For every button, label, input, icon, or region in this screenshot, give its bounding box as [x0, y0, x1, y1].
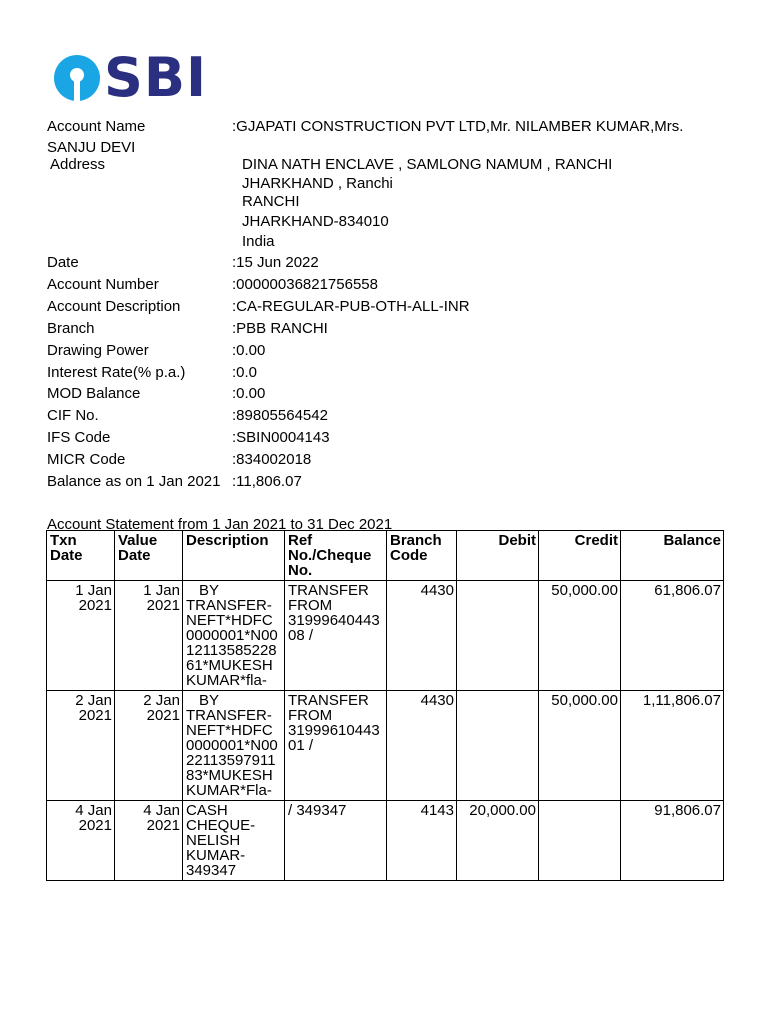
detail-value: :SBIN0004143 [232, 429, 330, 446]
detail-label: Branch [47, 320, 95, 337]
cell-ref: / 349347 [285, 801, 387, 881]
cell-branch: 4143 [387, 801, 457, 881]
account-name-value-cont: SANJU DEVI [47, 139, 136, 156]
sbi-keyhole-icon [54, 55, 100, 101]
statement-title: Account Statement from 1 Jan 2021 to 31 Dec 2021 [47, 517, 393, 530]
detail-label: CIF No. [47, 407, 99, 424]
cell-debit [457, 691, 539, 801]
table-row [47, 581, 724, 691]
account-name-label: Account Name [47, 118, 146, 135]
cell-value-date: 2 Jan 2021 [115, 691, 183, 801]
detail-value: :0.0 [232, 364, 258, 381]
detail-value: :0.00 [232, 385, 266, 402]
sbi-logo [54, 46, 208, 109]
detail-label: MOD Balance [47, 385, 141, 402]
cell-credit: 50,000.00 [539, 691, 621, 801]
address-line: JHARKHAND , Ranchi [242, 175, 393, 192]
cell-balance: 1,11,806.07 [621, 691, 724, 801]
cell-credit: 50,000.00 [539, 581, 621, 691]
transactions-table [46, 530, 724, 881]
logo-text: SBI [104, 46, 208, 109]
col-credit: Credit [539, 531, 621, 581]
cell-description: CASH CHEQUE- NELISH KUMAR- 349347 [183, 801, 285, 881]
detail-label: Account Description [47, 298, 181, 315]
cell-txn-date: 2 Jan 2021 [47, 691, 115, 801]
cell-ref: TRANSFER FROM 31999640443 08 / [285, 581, 387, 691]
col-debit: Debit [457, 531, 539, 581]
account-name-value: :GJAPATI CONSTRUCTION PVT LTD,Mr. NILAMBER KUMAR,Mrs. [232, 118, 684, 135]
cell-txn-date: 4 Jan 2021 [47, 801, 115, 881]
col-branch-code: Branch Code [387, 531, 457, 581]
detail-label: MICR Code [47, 451, 126, 468]
cell-value-date: 4 Jan 2021 [115, 801, 183, 881]
cell-balance: 91,806.07 [621, 801, 724, 881]
col-description: Description [183, 531, 285, 581]
detail-value: :0.00 [232, 342, 266, 359]
detail-value: :PBB RANCHI [232, 320, 328, 337]
col-txn-date: Txn Date [47, 531, 115, 581]
cell-branch: 4430 [387, 691, 457, 801]
cell-description: BY TRANSFER- NEFT*HDFC 0000001*N00 12113585228 61*MUKESH KUMAR*fla- [183, 581, 285, 691]
col-ref: Ref No./Cheque No. [285, 531, 387, 581]
detail-label: IFS Code [47, 429, 111, 446]
cell-credit [539, 801, 621, 881]
table-header-row [47, 531, 724, 581]
address-line: India [242, 233, 275, 250]
detail-value: :11,806.07 [232, 473, 302, 490]
detail-label: Account Number [47, 276, 159, 293]
detail-label: Balance as on 1 Jan 2021 [47, 473, 221, 490]
cell-debit [457, 581, 539, 691]
address-line: RANCHI [242, 193, 300, 210]
cell-ref: TRANSFER FROM 31999610443 01 / [285, 691, 387, 801]
address-block [242, 156, 612, 252]
detail-value: :15 Jun 2022 [232, 254, 319, 271]
detail-label: Drawing Power [47, 342, 149, 359]
detail-label: Interest Rate(% p.a.) [47, 364, 186, 381]
detail-value: :834002018 [232, 451, 312, 468]
address-label: Address [50, 156, 106, 173]
cell-branch: 4430 [387, 581, 457, 691]
cell-debit: 20,000.00 [457, 801, 539, 881]
cell-value-date: 1 Jan 2021 [115, 581, 183, 691]
detail-value: :CA-REGULAR-PUB-OTH-ALL-INR [232, 298, 470, 315]
table-row [47, 691, 724, 801]
cell-txn-date: 1 Jan 2021 [47, 581, 115, 691]
detail-value: :00000036821756558 [232, 276, 378, 293]
cell-balance: 61,806.07 [621, 581, 724, 691]
address-line: DINA NATH ENCLAVE , SAMLONG NAMUM , RANCHI [242, 156, 613, 173]
col-value-date: Value Date [115, 531, 183, 581]
address-line: JHARKHAND-834010 [242, 213, 389, 230]
table-row [47, 801, 724, 881]
col-balance: Balance [621, 531, 724, 581]
cell-description: BY TRANSFER- NEFT*HDFC 0000001*N00 22113597911 83*MUKESH KUMAR*Fla- [183, 691, 285, 801]
detail-value: :89805564542 [232, 407, 328, 424]
detail-label: Date [47, 254, 79, 271]
